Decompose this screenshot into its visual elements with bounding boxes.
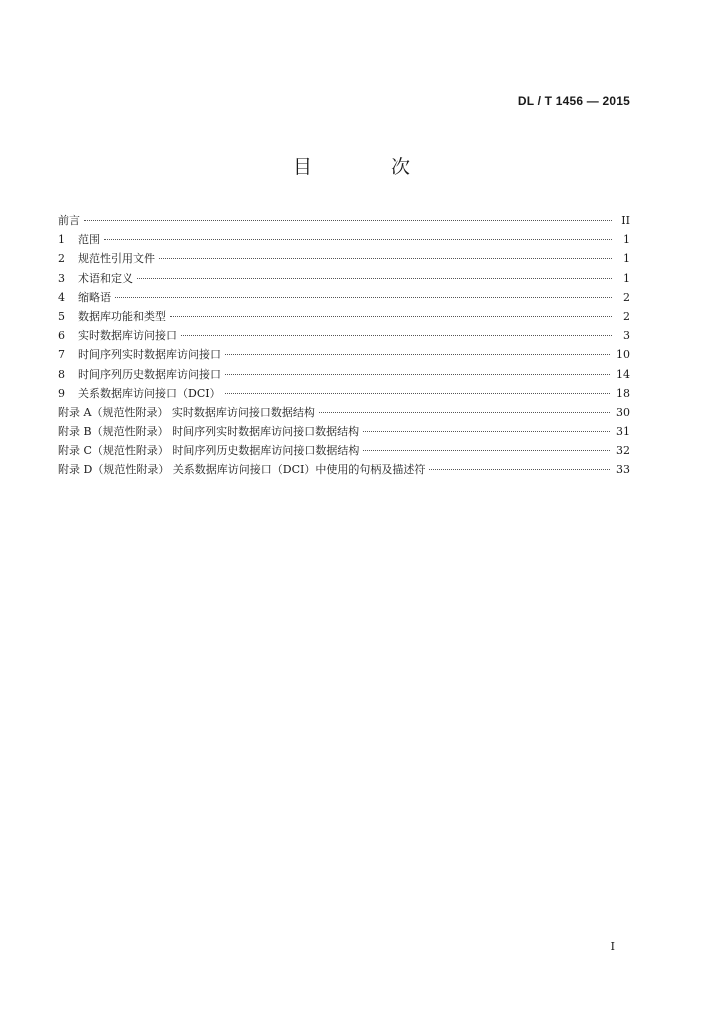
toc-entry-preface[interactable] [58,212,630,231]
toc-page: II [621,214,630,227]
toc-page: 1 [623,252,630,266]
dot-leader [319,412,610,413]
dot-leader [429,469,610,470]
toc-label: 时间序列历史数据库访问接口 [78,367,221,381]
toc-entry-8[interactable] [58,366,630,385]
dot-leader [159,258,612,259]
toc-label: 实时数据库访问接口 [78,329,177,343]
toc-label: 规范性引用文件 [78,252,155,266]
toc-entry-7[interactable] [58,346,630,365]
toc-page: 18 [616,386,630,400]
toc-number: 3 [58,271,65,285]
toc-number: 9 [58,386,65,400]
page-title: 目 次 [292,156,440,178]
toc-label: 缩略语 [78,290,111,304]
table-of-contents [58,212,630,481]
toc-entry-4[interactable] [58,289,630,308]
toc-label: 关系数据库访问接口（DCI） [78,386,221,400]
toc-label: 附录 A（规范性附录） 实时数据库访问接口数据结构 [58,405,315,419]
toc-label: 附录 B（规范性附录） 时间序列实时数据库访问接口数据结构 [58,425,360,439]
toc-entry-appendix-d[interactable] [58,461,630,480]
standard-code: DL / T 1456 — 2015 [517,94,630,108]
toc-number: 8 [58,367,65,381]
toc-entry-9[interactable] [58,385,630,404]
page-number: I [610,940,615,953]
dot-leader [225,393,610,394]
toc-entry-appendix-c[interactable] [58,442,630,461]
dot-leader [363,431,610,432]
toc-entry-1[interactable] [58,231,630,250]
toc-number: 5 [58,309,65,323]
toc-page: 1 [623,271,630,285]
toc-page: 3 [623,329,630,343]
toc-label: 前言 [58,214,80,227]
toc-label: 数据库功能和类型 [78,309,166,323]
toc-entry-2[interactable] [58,250,630,269]
toc-label: 时间序列实时数据库访问接口 [78,348,221,362]
toc-page: 14 [616,367,630,381]
toc-label: 附录 D（规范性附录） 关系数据库访问接口（DCI）中使用的句柄及描述符 [58,463,426,477]
toc-entry-appendix-a[interactable] [58,404,630,423]
dot-leader [104,239,612,240]
toc-number: 6 [58,329,65,343]
dot-leader [137,278,612,279]
dot-leader [170,316,612,317]
dot-leader [84,220,612,221]
toc-entry-appendix-b[interactable] [58,423,630,442]
toc-page: 10 [616,348,630,362]
dot-leader [181,335,612,336]
dot-leader [363,450,610,451]
toc-entry-5[interactable] [58,308,630,327]
dot-leader [225,374,610,375]
toc-label: 附录 C（规范性附录） 时间序列历史数据库访问接口数据结构 [58,444,360,458]
dot-leader [115,297,612,298]
toc-entry-6[interactable] [58,327,630,346]
toc-page: 1 [623,233,630,247]
toc-label: 术语和定义 [78,271,133,285]
toc-label: 范围 [78,233,100,247]
toc-page: 31 [616,425,630,439]
toc-number: 2 [58,252,65,266]
toc-number: 1 [58,233,65,247]
toc-number: 4 [58,290,65,304]
toc-page: 32 [616,444,630,458]
toc-page: 2 [623,309,630,323]
toc-page: 30 [616,405,630,419]
toc-number: 7 [58,348,65,362]
toc-page: 33 [616,463,630,477]
toc-entry-3[interactable] [58,270,630,289]
toc-page: 2 [623,290,630,304]
dot-leader [225,354,610,355]
